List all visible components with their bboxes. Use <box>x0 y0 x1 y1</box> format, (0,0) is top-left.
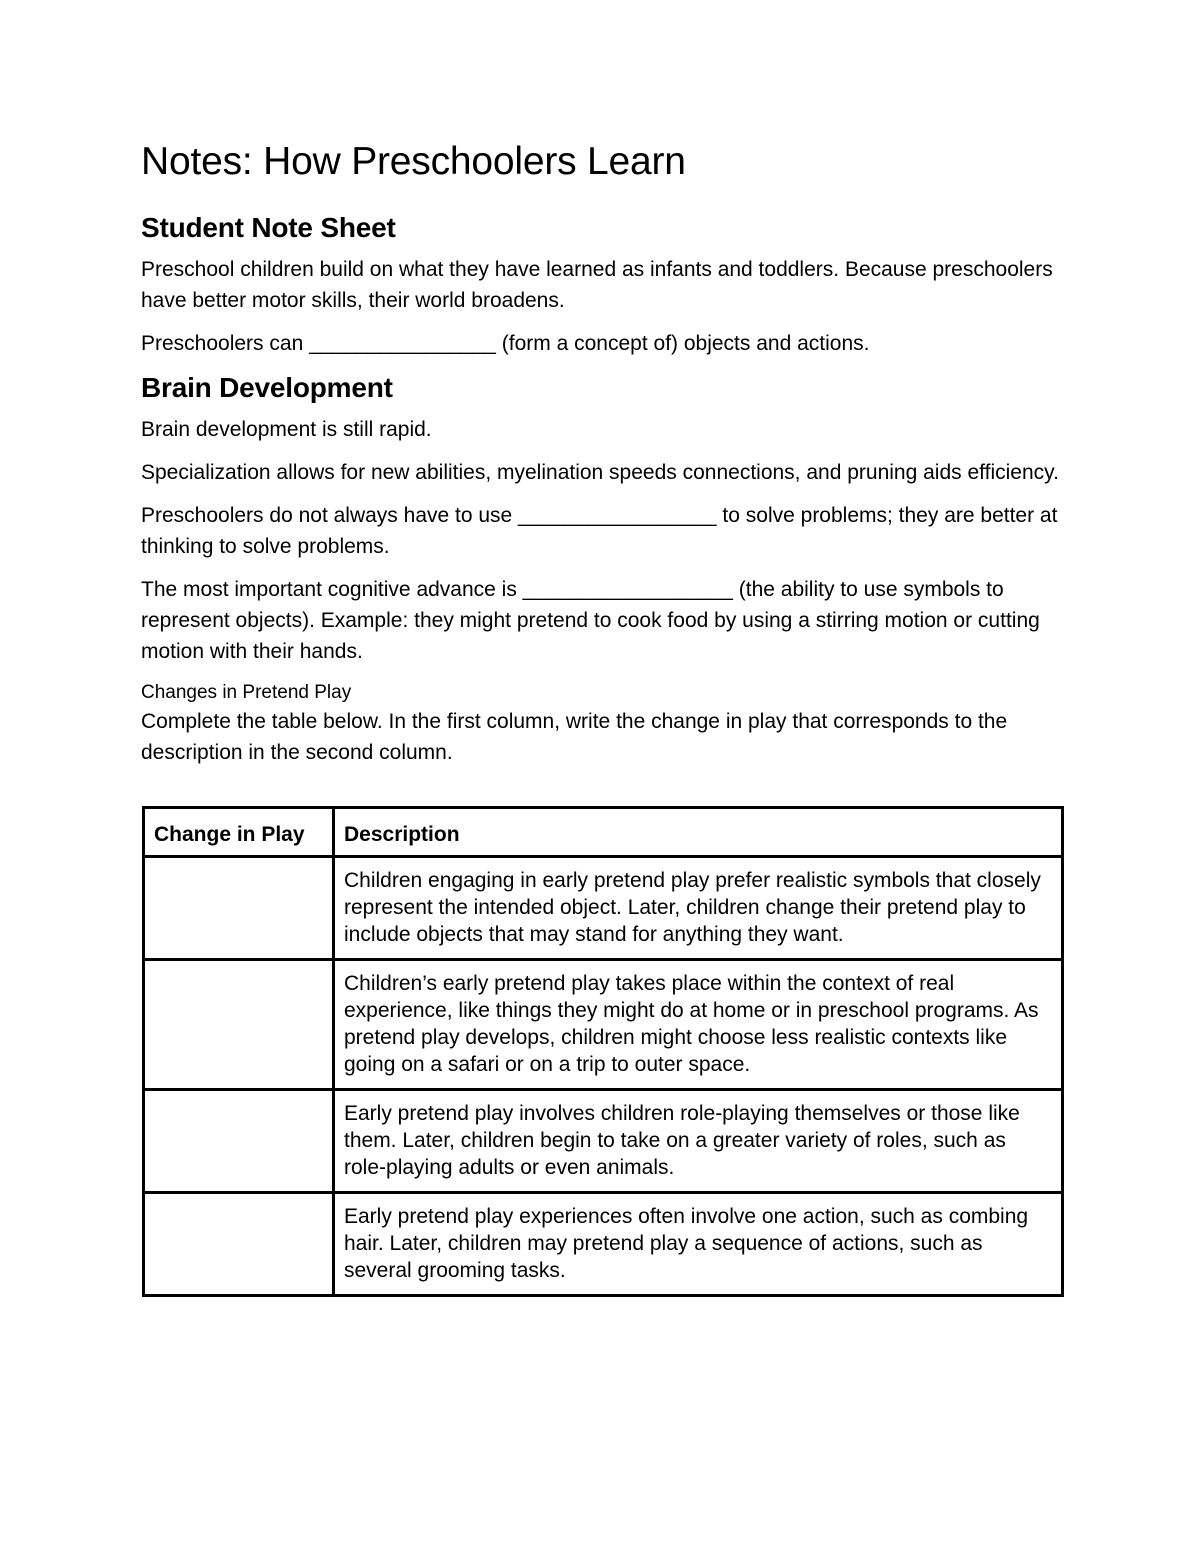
column-header-change: Change in Play <box>144 808 334 857</box>
document-content <box>141 138 1061 1297</box>
instructions: Complete the table below. In the first column, write the change in play that corresponds to the description in the second column. <box>141 710 1008 764</box>
paragraph: Specialization allows for new abilities, myelination speeds connections, and pruning aids efficiency. <box>141 461 1059 484</box>
table-header-row <box>144 808 1063 857</box>
page-title: Notes: How Preschoolers Learn <box>141 140 686 183</box>
description-cell: Early pretend play involves children role-playing themselves or those like them. Later, children begin to take on a greater variety of roles, such as role-playing adults or even animals. <box>334 1090 1063 1193</box>
paragraph: Preschool children build on what they have learned as infants and toddlers. Because preschoolers have better motor skills, their world broadens. <box>141 258 1053 312</box>
table-row <box>144 960 1063 1090</box>
table-row <box>144 1193 1063 1296</box>
table-row <box>144 857 1063 960</box>
table-row <box>144 1090 1063 1193</box>
fill-in-paragraph: Preschoolers do not always have to use _________________ to solve problems; they are better at thinking to solve problems. <box>141 504 1058 558</box>
description-cell: Children’s early pretend play takes place within the context of real experience, like things they might do at home or in preschool programs. As pretend play develops, children might choose less realistic contexts like going on a safari or on a trip to outer space. <box>334 960 1063 1090</box>
description-cell: Children engaging in early pretend play prefer realistic symbols that closely represent the intended object. Later, children change their pretend play to include objects that may stand for anything they want. <box>334 857 1063 960</box>
description-cell: Early pretend play experiences often involve one action, such as combing hair. Later, children may pretend play a sequence of actions, such as several grooming tasks. <box>334 1193 1063 1296</box>
pretend-play-table <box>142 806 1064 1297</box>
fill-in-paragraph: The most important cognitive advance is __________________ (the ability to use symbols to represent objects). Example: they might pretend to cook food by using a stirring motion or cutting motion with their hands. <box>141 578 1040 663</box>
change-cell[interactable] <box>144 857 334 960</box>
change-cell[interactable] <box>144 1193 334 1296</box>
change-cell[interactable] <box>144 960 334 1090</box>
paragraph: Brain development is still rapid. <box>141 418 432 441</box>
column-header-description: Description <box>334 808 1063 857</box>
fill-in-paragraph: Preschoolers can ________________ (form a concept of) objects and actions. <box>141 332 870 355</box>
section-heading-brain: Brain Development <box>141 372 393 403</box>
section-heading-note-sheet: Student Note Sheet <box>141 212 396 243</box>
subheading-pretend-play: Changes in Pretend Play <box>141 682 352 703</box>
change-cell[interactable] <box>144 1090 334 1193</box>
